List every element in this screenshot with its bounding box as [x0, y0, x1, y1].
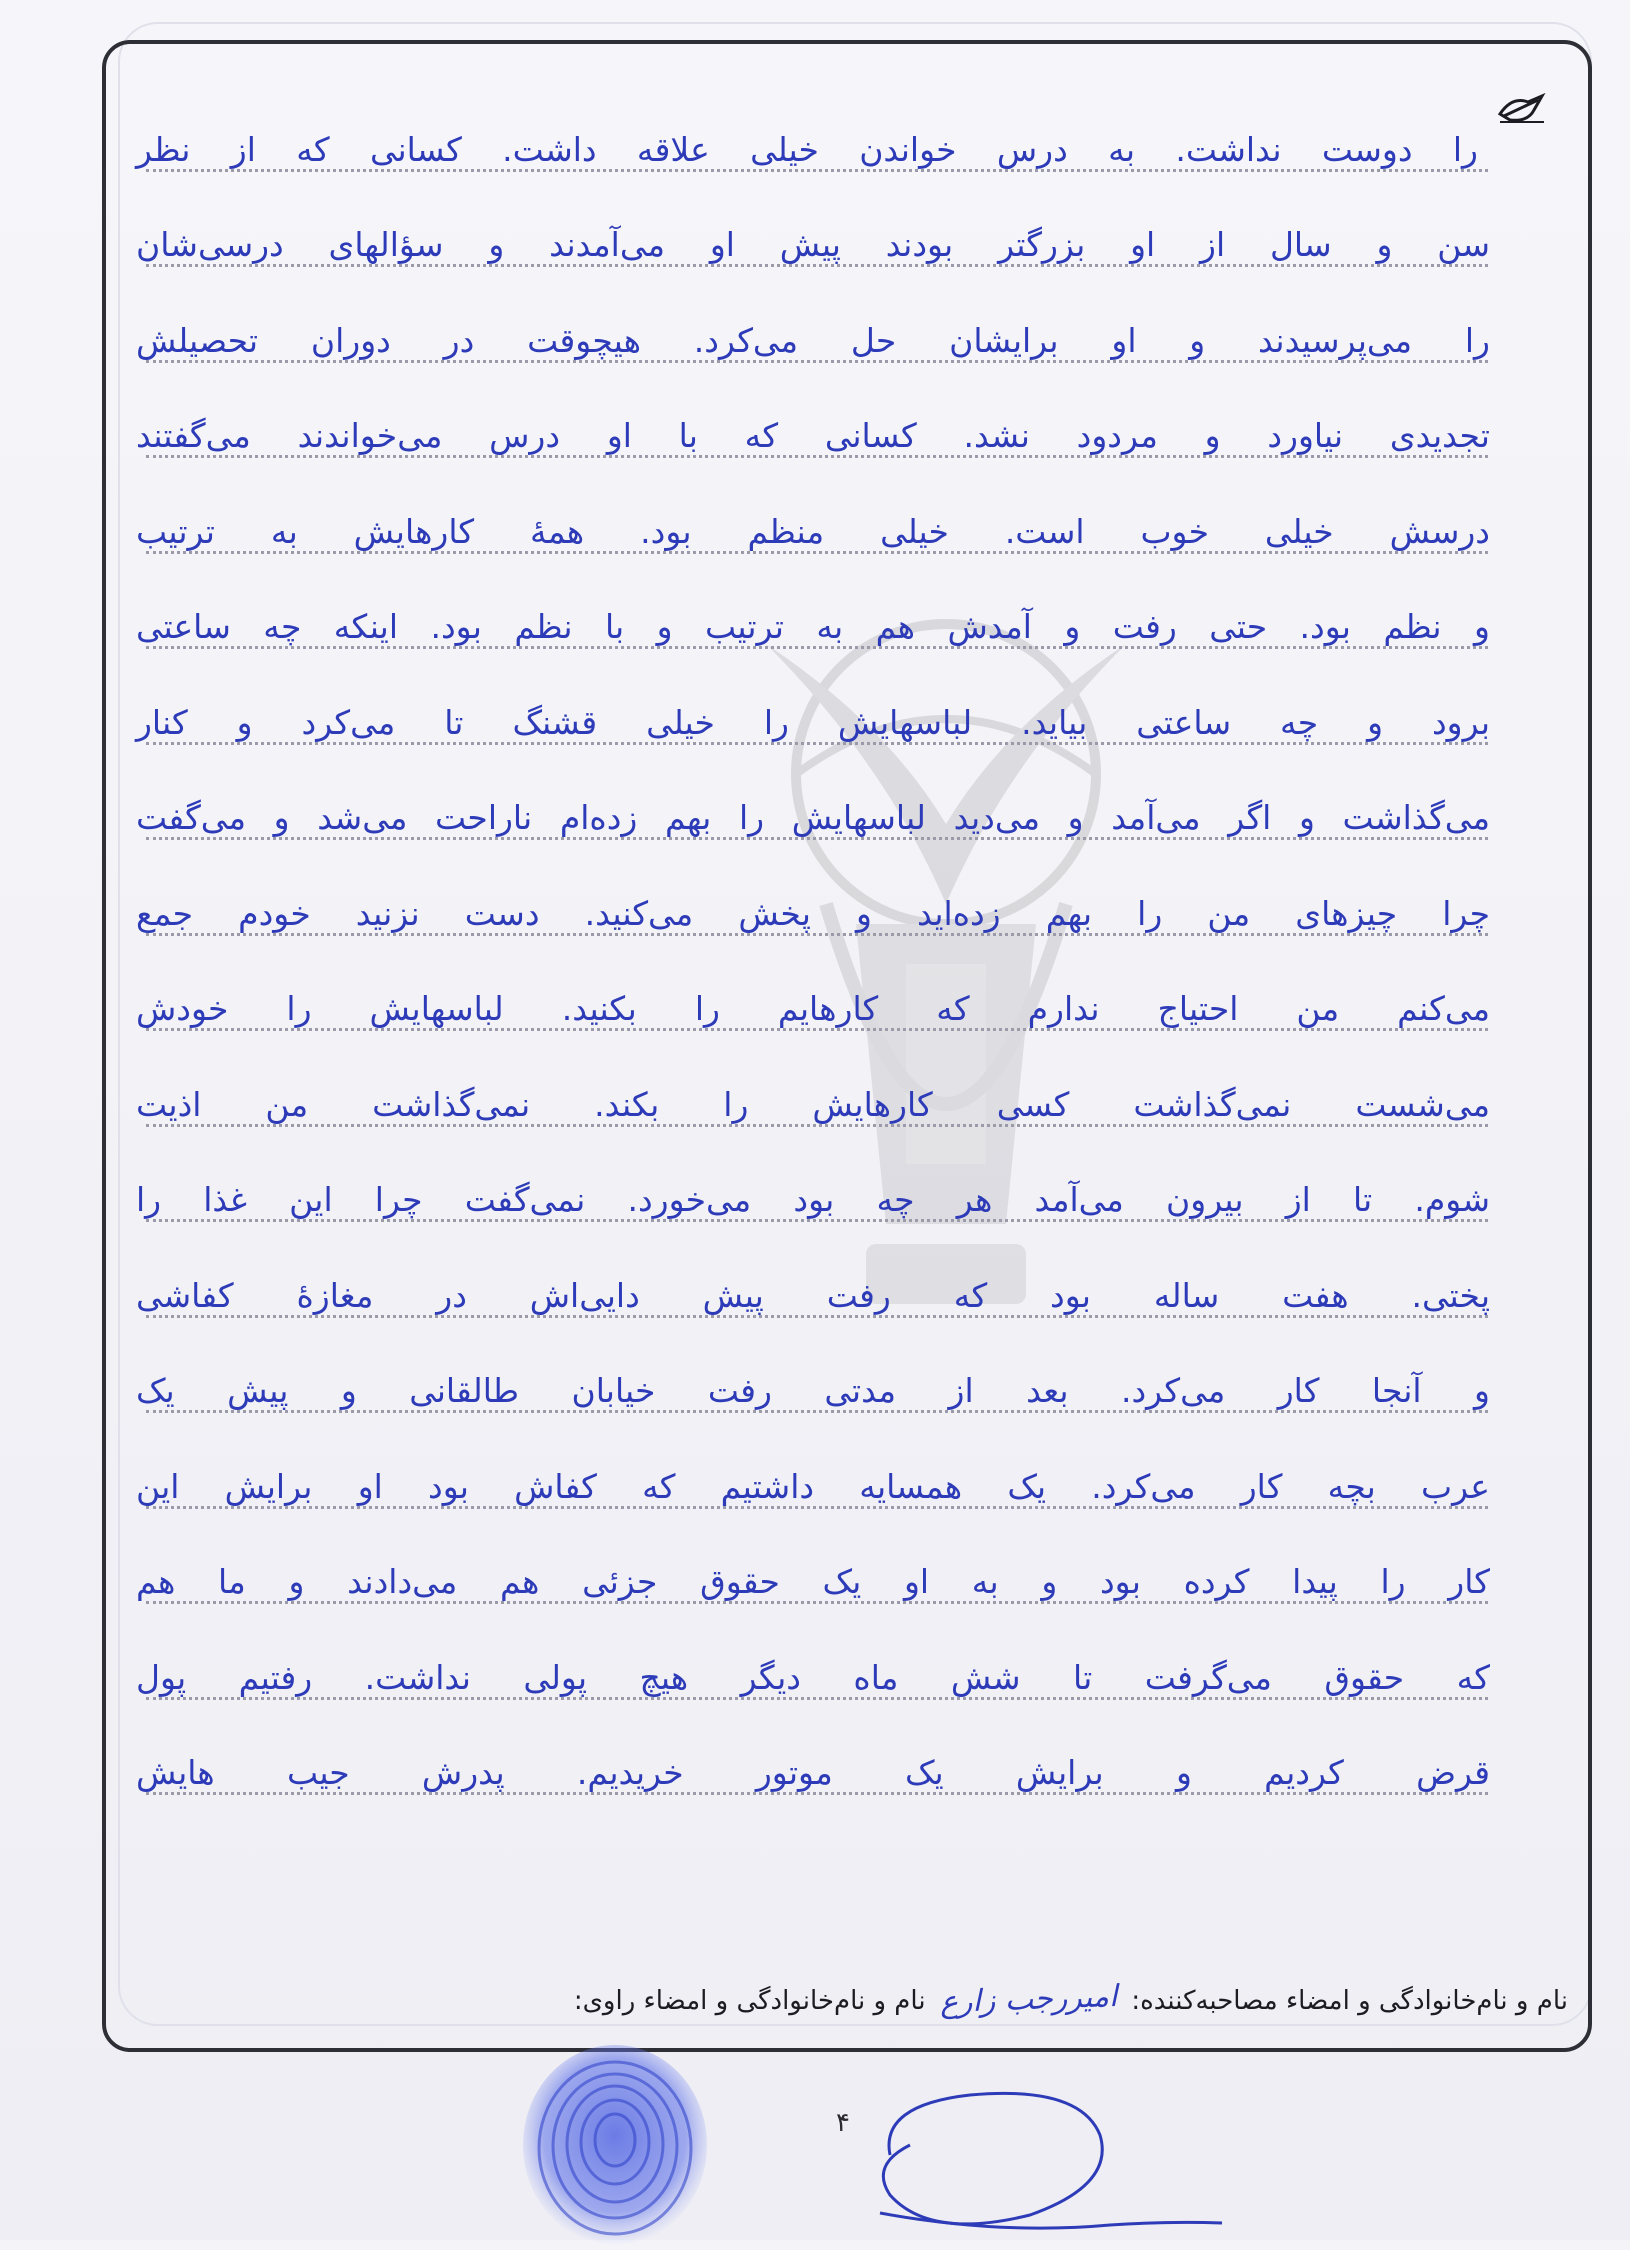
text-line	[106, 858, 1588, 954]
signature-footer	[128, 1978, 1568, 2021]
text-line	[106, 190, 1588, 286]
text-line	[106, 572, 1588, 668]
line-text: عرب بچه کار می‌کرد. یک همسایه داشتیم که کفاش بود او برایش این	[136, 1466, 1490, 1506]
text-line	[106, 1622, 1588, 1718]
line-text: پختی. هفت ساله بود که رفت پیش دایی‌اش در مغازهٔ کفاشی	[136, 1275, 1490, 1315]
text-line	[106, 1718, 1588, 1814]
narrator-label: نام و نام‌خانوادگی و امضاء راوی:	[573, 1986, 926, 2016]
text-line	[106, 1049, 1588, 1145]
line-text: برود و چه ساعتی بیاید. لباسهایش را خیلی قشنگ تا می‌کرد و کنار	[136, 702, 1490, 742]
text-line	[106, 1145, 1588, 1241]
line-text: را دوست نداشت. به درس خواندن خیلی علاقه داشت. کسانی که از نظر	[136, 129, 1478, 169]
page-number: ۴	[836, 2108, 850, 2138]
text-line	[106, 667, 1588, 763]
text-line	[106, 1240, 1588, 1336]
line-text: قرض کردیم و برایش یک موتور خریدیم. پدرش جیب هایش	[136, 1753, 1490, 1792]
thumbprint-image	[515, 2040, 715, 2250]
text-line	[106, 285, 1588, 381]
line-text: می‌شست نمی‌گذاشت کسی کارهایش را بکند. نمی‌گذاشت من اذیت	[136, 1084, 1490, 1124]
line-text: کار را پیدا کرده بود و به او یک حقوق جزئی هم می‌دادند و ما هم	[136, 1562, 1490, 1601]
text-line	[106, 1431, 1588, 1527]
line-text: می‌گذاشت و اگر می‌آمد و می‌دید لباسهایش را بهم زده‌ام ناراحت می‌شد و می‌گفت	[136, 798, 1490, 837]
text-line	[106, 476, 1588, 572]
line-text: می‌کنم من احتیاج ندارم که کارهایم را بکنید. لباسهایش را خودش	[136, 989, 1490, 1028]
text-line	[106, 381, 1588, 477]
interviewer-label: نام و نام‌خانوادگی و امضاء مصاحبه‌کننده:	[1131, 1986, 1568, 2016]
text-line	[106, 1336, 1588, 1432]
line-text: را می‌پرسیدند و او برایشان حل می‌کرد. هیچوقت در دوران تحصیلش	[136, 320, 1490, 360]
text-line	[106, 954, 1588, 1050]
page-frame	[102, 40, 1592, 2052]
handwritten-body	[106, 94, 1588, 1813]
text-line	[106, 763, 1588, 859]
text-line	[106, 1527, 1588, 1623]
line-text: درسش خیلی خوب است. خیلی منظم بود. همهٔ کارهایش به ترتیب	[136, 511, 1490, 551]
line-text: شوم. تا از بیرون می‌آمد هر چه بود می‌خورد. نمی‌گفت چرا این غذا را	[136, 1180, 1490, 1219]
text-line	[106, 94, 1588, 190]
line-text: تجدیدی نیاورد و مردود نشد. کسانی که با او درس می‌خواندند می‌گفتند	[136, 416, 1490, 455]
line-text: و نظم بود. حتی رفت و آمدش هم به ترتیب و با نظم بود. اینکه چه ساعتی	[136, 607, 1490, 646]
line-text: سن و سال از او بزرگتر بودند پیش او می‌آمدند و سؤالهای درسی‌شان	[136, 225, 1490, 264]
line-text: و آنجا کار می‌کرد. بعد از مدتی رفت خیابان طالقانی و پیش یک	[136, 1371, 1490, 1410]
line-text: که حقوق می‌گرفت تا شش ماه دیگر هیچ پولی نداشت. رفتیم پول	[136, 1657, 1490, 1697]
signature-image	[850, 2085, 1230, 2235]
interviewer-name: امیررجب زارع	[939, 1978, 1118, 2021]
line-text: چرا چیزهای من را بهم زده‌اید و پخش می‌کنید. دست نزنید خودم جمع	[136, 893, 1490, 933]
